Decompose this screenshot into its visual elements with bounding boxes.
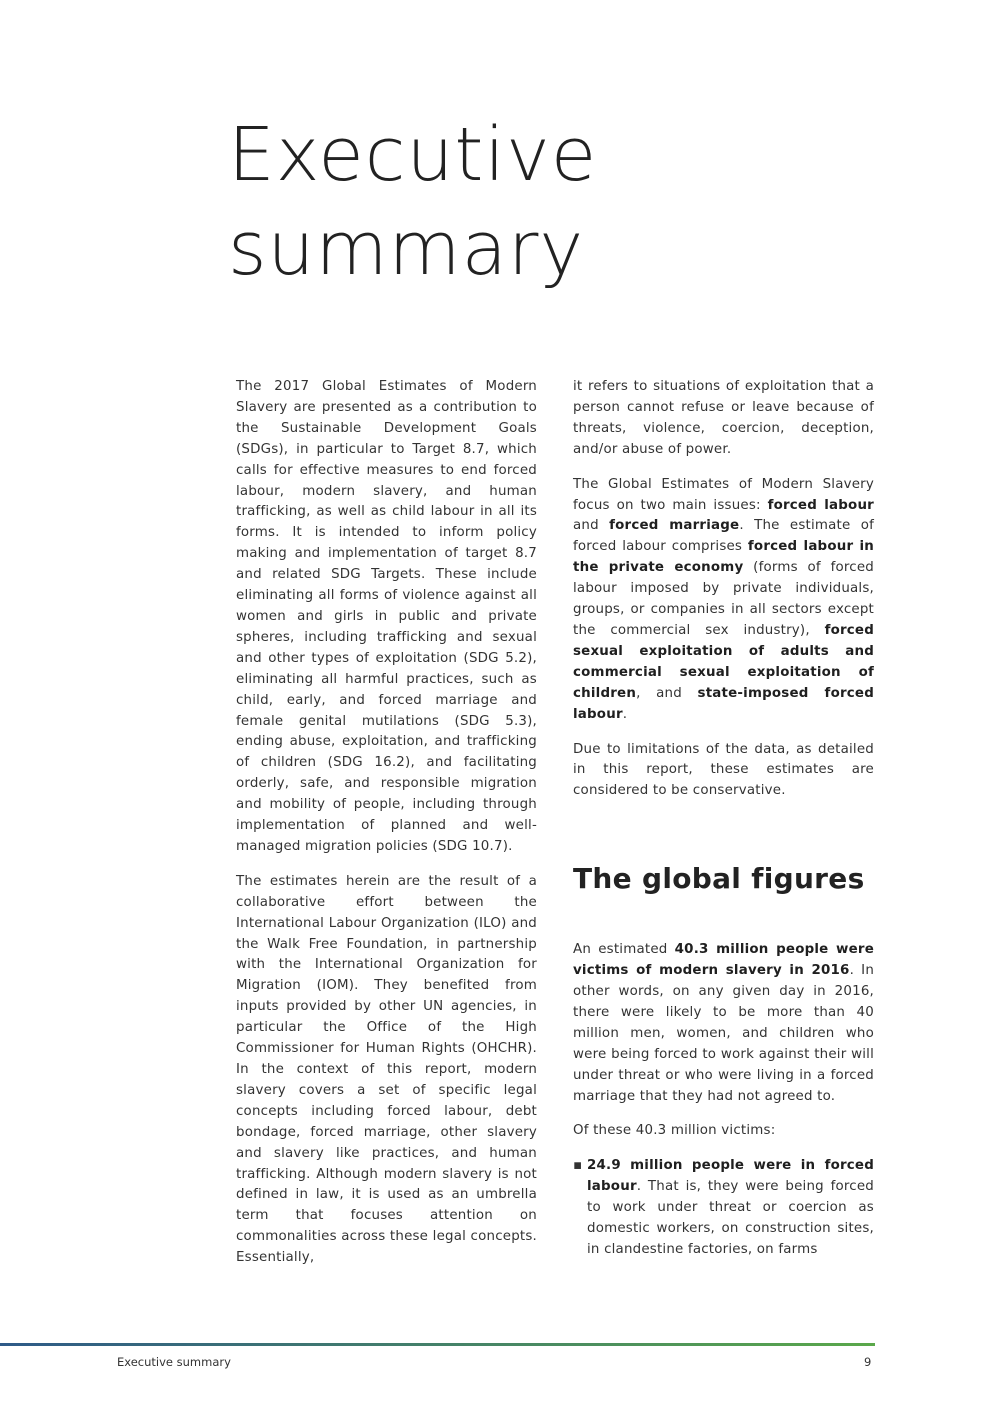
- footer-divider: [0, 1343, 875, 1346]
- collaboration-paragraph: The estimates herein are the result of a collaborative effort between the International Labour Organization (ILO) and the Walk Free Foundation, in partnership with the International Organization for Migration (IOM). They benefited from inputs provided by other UN agencies, in particular the Office of the High Commissioner for Human Rights (OHCHR). In the context of this report, modern slavery covers a set of specific legal concepts including forced labour, debt bondage, forced marriage, other slavery and slavery like practices, and human trafficking. Although modern slavery is not defined in law, it is used as an umbrella term that focuses attention on commonalities across these legal concepts. Essentially,: [236, 873, 537, 1266]
- victims-list: [573, 1156, 874, 1261]
- issues-text-2: and: [573, 518, 610, 534]
- estimate-bold: 40.3 million people were victims of modern slavery in 2016: [573, 942, 874, 979]
- issues-bold-3: forced labour in the private economy: [573, 539, 874, 576]
- issues-text-3: . The estimate of forced labour comprises: [573, 518, 875, 555]
- issues-bold-1: forced labour: [767, 497, 874, 513]
- issues-paragraph: [573, 475, 874, 726]
- limitations-paragraph: Due to limitations of the data, as detailed in this report, these estimates are considered to be conservative.: [573, 741, 874, 799]
- title-line-2: summary: [228, 206, 585, 292]
- estimate-text-1: An estimated: [573, 942, 675, 958]
- left-column: [236, 377, 537, 1283]
- definition-paragraph: it refers to situations of exploitation that a person cannot refuse or leave because of threats, violence, coercion, deception, and/or abuse of power.: [573, 379, 874, 457]
- right-column: [573, 377, 874, 1261]
- issues-text-4: (forms of forced labour imposed by private individuals, groups, or companies in all sectors except the commercial sex industry),: [573, 560, 874, 638]
- issues-text-6: .: [622, 706, 628, 722]
- title-line-1: Executive: [228, 112, 598, 198]
- intro-paragraph: The 2017 Global Estimates of Modern Slavery are presented as a contribution to the Sustainable Development Goals (SDGs), in particular to Target 8.7, which calls for effective measures to end forced labour, modern slavery, and human trafficking, as well as child labour in all its forms. It is intended to inform policy making and implementation of target 8.7 and related SDG Targets. These include eliminating all forms of violence against all women and girls in public and private spheres, including trafficking and sexual and other types of exploitation (SDG 5.2), eliminating all harmful practices, such as child, early, and forced marriage and female genital mutilations (SDG 5.3), ending abuse, exploitation, and trafficking of children (SDG 16.2), and facilitating orderly, safe, and responsible migration and mobility of people, including through implementation of planned and well-managed migration policies (SDG 10.7).: [236, 379, 537, 854]
- issues-bold-5: state-imposed forced labour: [573, 685, 874, 722]
- footer-section-label: Executive summary: [117, 1355, 231, 1369]
- list-item: [573, 1156, 874, 1261]
- issues-bold-2: forced marriage: [609, 518, 740, 534]
- bullet-text: . That is, they were being forced to work under threat or coercion as domestic workers, on construction sites, in clandestine factories, on farms: [587, 1179, 874, 1257]
- page-number: 9: [864, 1355, 872, 1369]
- bullet-square-icon: ▪: [573, 1158, 583, 1174]
- issues-text-1: The Global Estimates of Modern Slavery focus on two main issues:: [573, 476, 874, 513]
- page-title: [228, 108, 597, 296]
- issues-text-5: , and: [636, 685, 698, 701]
- estimate-text-2: . In other words, on any given day in 2016, there were likely to be more than 40 million men, women, and children who were being forced to work against their will under threat or who were living in a forced marriage that they had not agreed to.: [573, 963, 875, 1104]
- issues-bold-4: forced sexual exploitation of adults and commercial sexual exploitation of children: [573, 622, 874, 701]
- victims-intro: Of these 40.3 million victims:: [573, 1123, 776, 1139]
- bullet-bold: 24.9 million people were in forced labour: [587, 1158, 874, 1195]
- section-heading: The global figures: [573, 862, 865, 896]
- estimate-paragraph: [573, 940, 874, 1107]
